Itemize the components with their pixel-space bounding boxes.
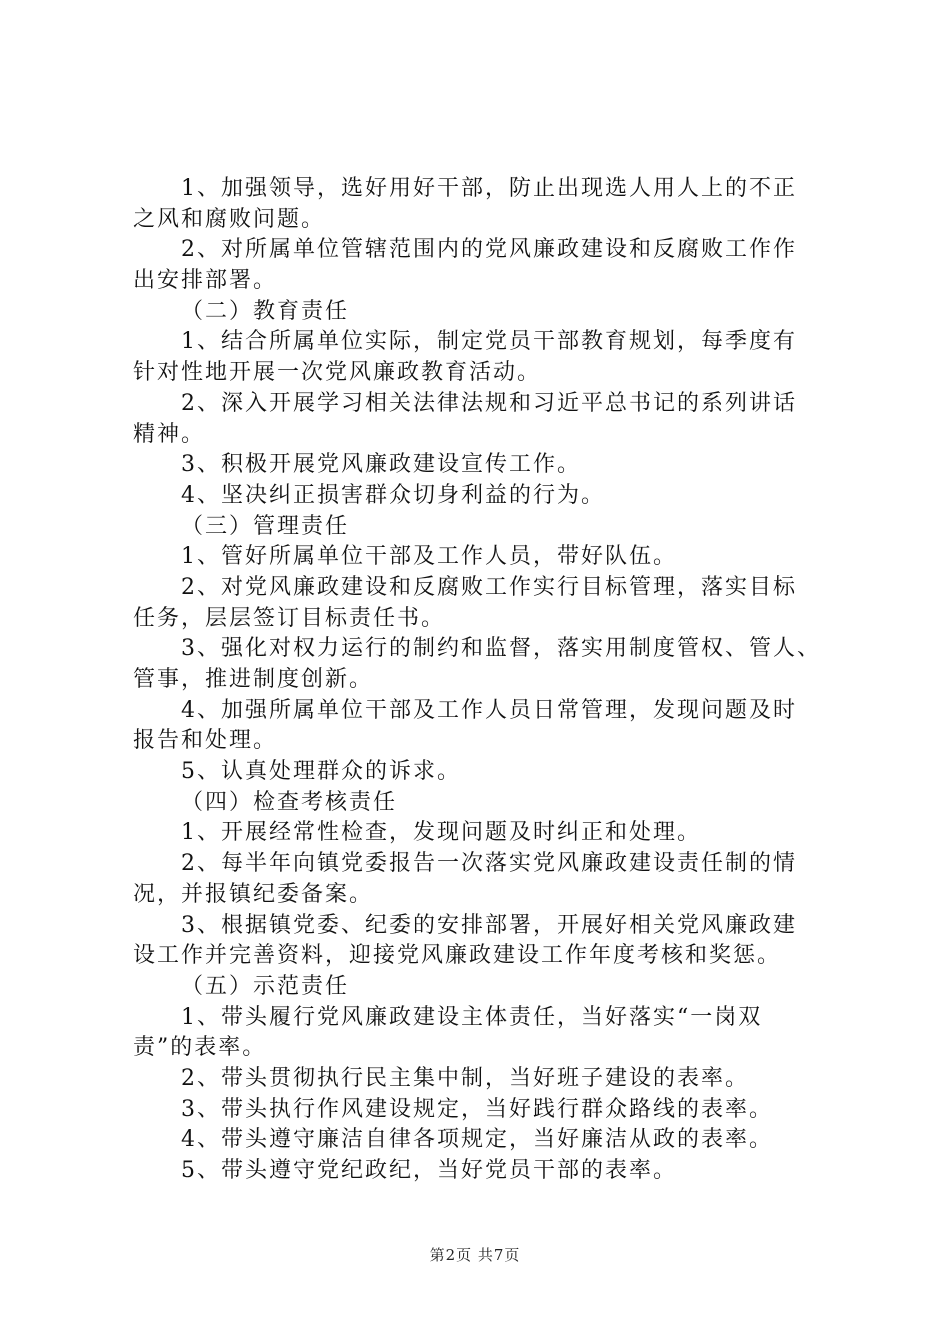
text-line: 出安排部署。 bbox=[133, 268, 278, 294]
text-line: （五）示范责任 bbox=[181, 973, 350, 999]
text-line: 2、对党风廉政建设和反腐败工作实行目标管理，落实目标 bbox=[181, 574, 797, 600]
document-body bbox=[133, 174, 833, 1187]
text-line: 3、带头执行作风建设规定，当好践行群众路线的表率。 bbox=[181, 1096, 773, 1122]
text-line: 之风和腐败问题。 bbox=[133, 206, 326, 232]
text-line: 2、带头贯彻执行民主集中制，当好班子建设的表率。 bbox=[181, 1065, 749, 1091]
text-line: 1、管好所属单位干部及工作人员，带好队伍。 bbox=[181, 544, 677, 570]
text-line: （四）检查考核责任 bbox=[181, 789, 398, 815]
text-line: 1、带头履行党风廉政建设主体责任，当好落实“一岗双 bbox=[181, 1004, 763, 1030]
text-line: 责”的表率。 bbox=[133, 1035, 267, 1061]
text-line: 管事，推进制度创新。 bbox=[133, 667, 374, 692]
text-line: 精神。 bbox=[133, 421, 206, 447]
text-line: 3、积极开展党风廉政建设宣传工作。 bbox=[181, 452, 581, 478]
text-line: 报告和处理。 bbox=[133, 728, 278, 754]
text-line: 2、对所属单位管辖范围内的党风廉政建设和反腐败工作作 bbox=[181, 237, 797, 263]
text-line: 况，并报镇纪委备案。 bbox=[133, 881, 374, 907]
text-line: 4、带头遵守廉洁自律各项规定，当好廉洁从政的表率。 bbox=[181, 1127, 773, 1153]
text-line: 5、带头遵守党纪政纪，当好党员干部的表率。 bbox=[181, 1158, 677, 1183]
text-line: 2、深入开展学习相关法律法规和习近平总书记的系列讲话 bbox=[181, 390, 797, 416]
text-line: 1、开展经常性检查，发现问题及时纠正和处理。 bbox=[181, 820, 701, 846]
text-line: 5、认真处理群众的诉求。 bbox=[181, 759, 461, 785]
text-line: 1、结合所属单位实际，制定党员干部教育规划，每季度有 bbox=[181, 329, 797, 355]
text-line: 3、强化对权力运行的制约和监督，落实用制度管权、管人、 bbox=[181, 636, 821, 662]
text-line: 2、每半年向镇党委报告一次落实党风廉政建设责任制的情 bbox=[181, 851, 797, 877]
text-line: 4、坚决纠正损害群众切身利益的行为。 bbox=[181, 482, 605, 508]
text-line: 针对性地开展一次党风廉政教育活动。 bbox=[133, 360, 542, 386]
text-line: 设工作并完善资料，迎接党风廉政建设工作年度考核和奖惩。 bbox=[133, 943, 782, 969]
text-line: 3、根据镇党委、纪委的安排部署，开展好相关党风廉政建 bbox=[181, 912, 797, 938]
text-line: 任务，层层签订目标责任书。 bbox=[133, 605, 446, 631]
page-footer: 第2页 共7页 bbox=[429, 1246, 521, 1264]
text-line: 4、加强所属单位干部及工作人员日常管理，发现问题及时 bbox=[181, 697, 797, 723]
text-line: （三）管理责任 bbox=[181, 513, 350, 539]
text-line: 1、加强领导，选好用好干部，防止出现选人用人上的不正 bbox=[181, 176, 797, 201]
text-line: （二）教育责任 bbox=[181, 298, 350, 324]
